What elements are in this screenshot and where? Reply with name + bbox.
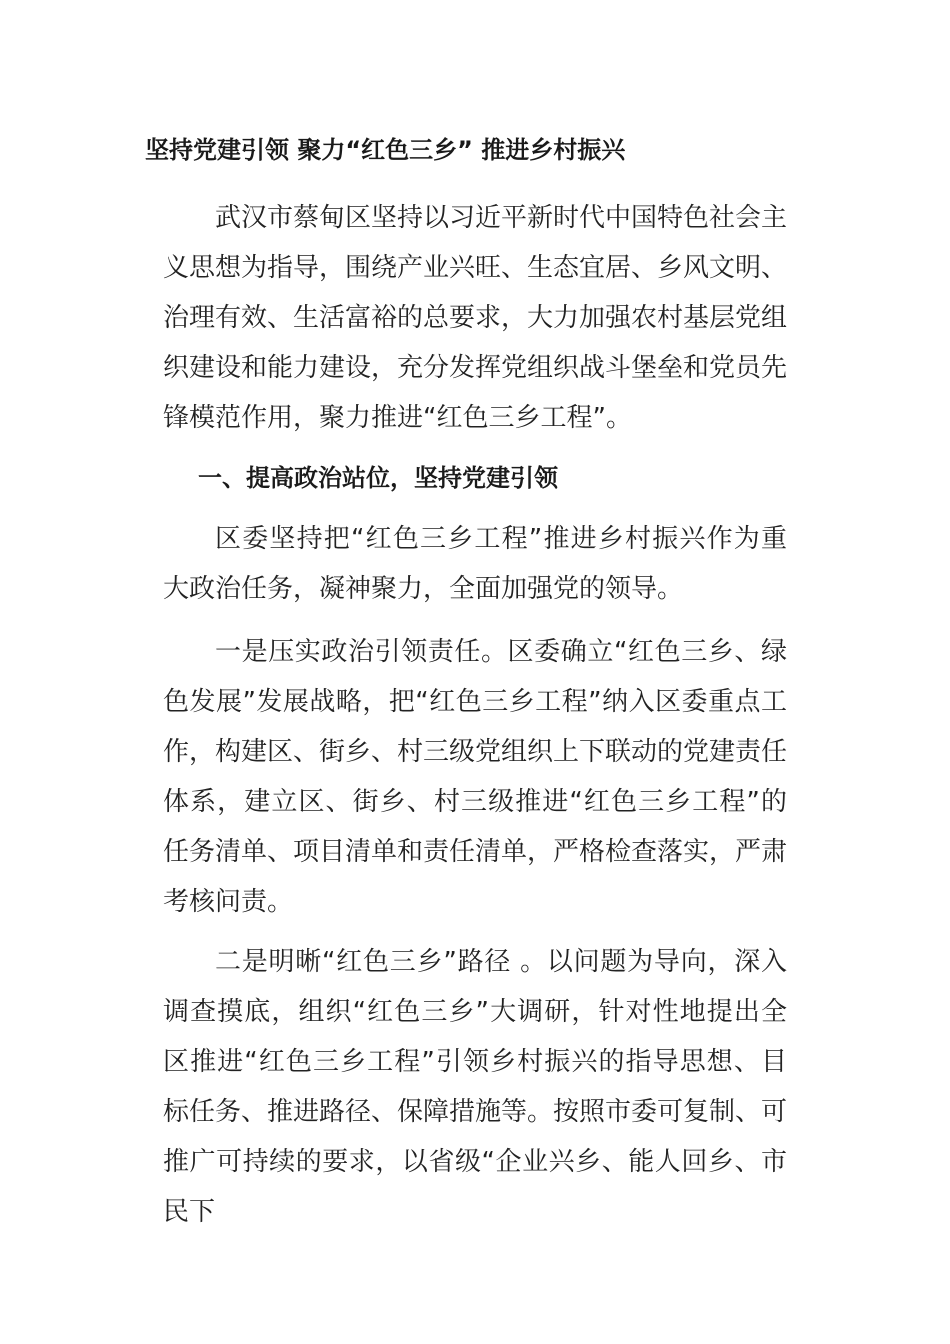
document-title: 坚持党建引领 聚力“红色三乡” 推进乡村振兴 [145,136,626,164]
body-paragraph: 区委坚持把“红色三乡工程”推进乡村振兴作为重大政治任务，凝神聚力，全面加强党的领导。 [163,524,787,604]
section-heading: 一、提高政治站位，坚持党建引领 [198,464,558,492]
intro-paragraph: 武汉市蔡甸区坚持以习近平新时代中国特色社会主义思想为指导，围绕产业兴旺、生态宜居、乡风文明、治理有效、生活富裕的总要求，大力加强农村基层党组织建设和能力建设，充分发挥党组织战斗堡垒和党员先锋模范作用，聚力推进“红色三乡工程”。 [163,203,788,433]
body-paragraph: 二是明晰“红色三乡”路径 。以问题为导向，深入调查摸底，组织“红色三乡”大调研，针对性地提出全区推进“红色三乡工程”引领乡村振兴的指导思想、目标任务、推进路径、保障措施等。按照市委可复制、可推广可持续的要求，以省级“企业兴乡、能人回乡、市民下 [163,947,788,1227]
body-paragraph: 一是压实政治引领责任。区委确立“红色三乡、绿色发展”发展战略，把“红色三乡工程”纳入区委重点工作，构建区、街乡、村三级党组织上下联动的党建责任体系，建立区、街乡、村三级推进“红色三乡工程”的任务清单、项目清单和责任清单，严格检查落实，严肃考核问责。 [163,637,788,917]
